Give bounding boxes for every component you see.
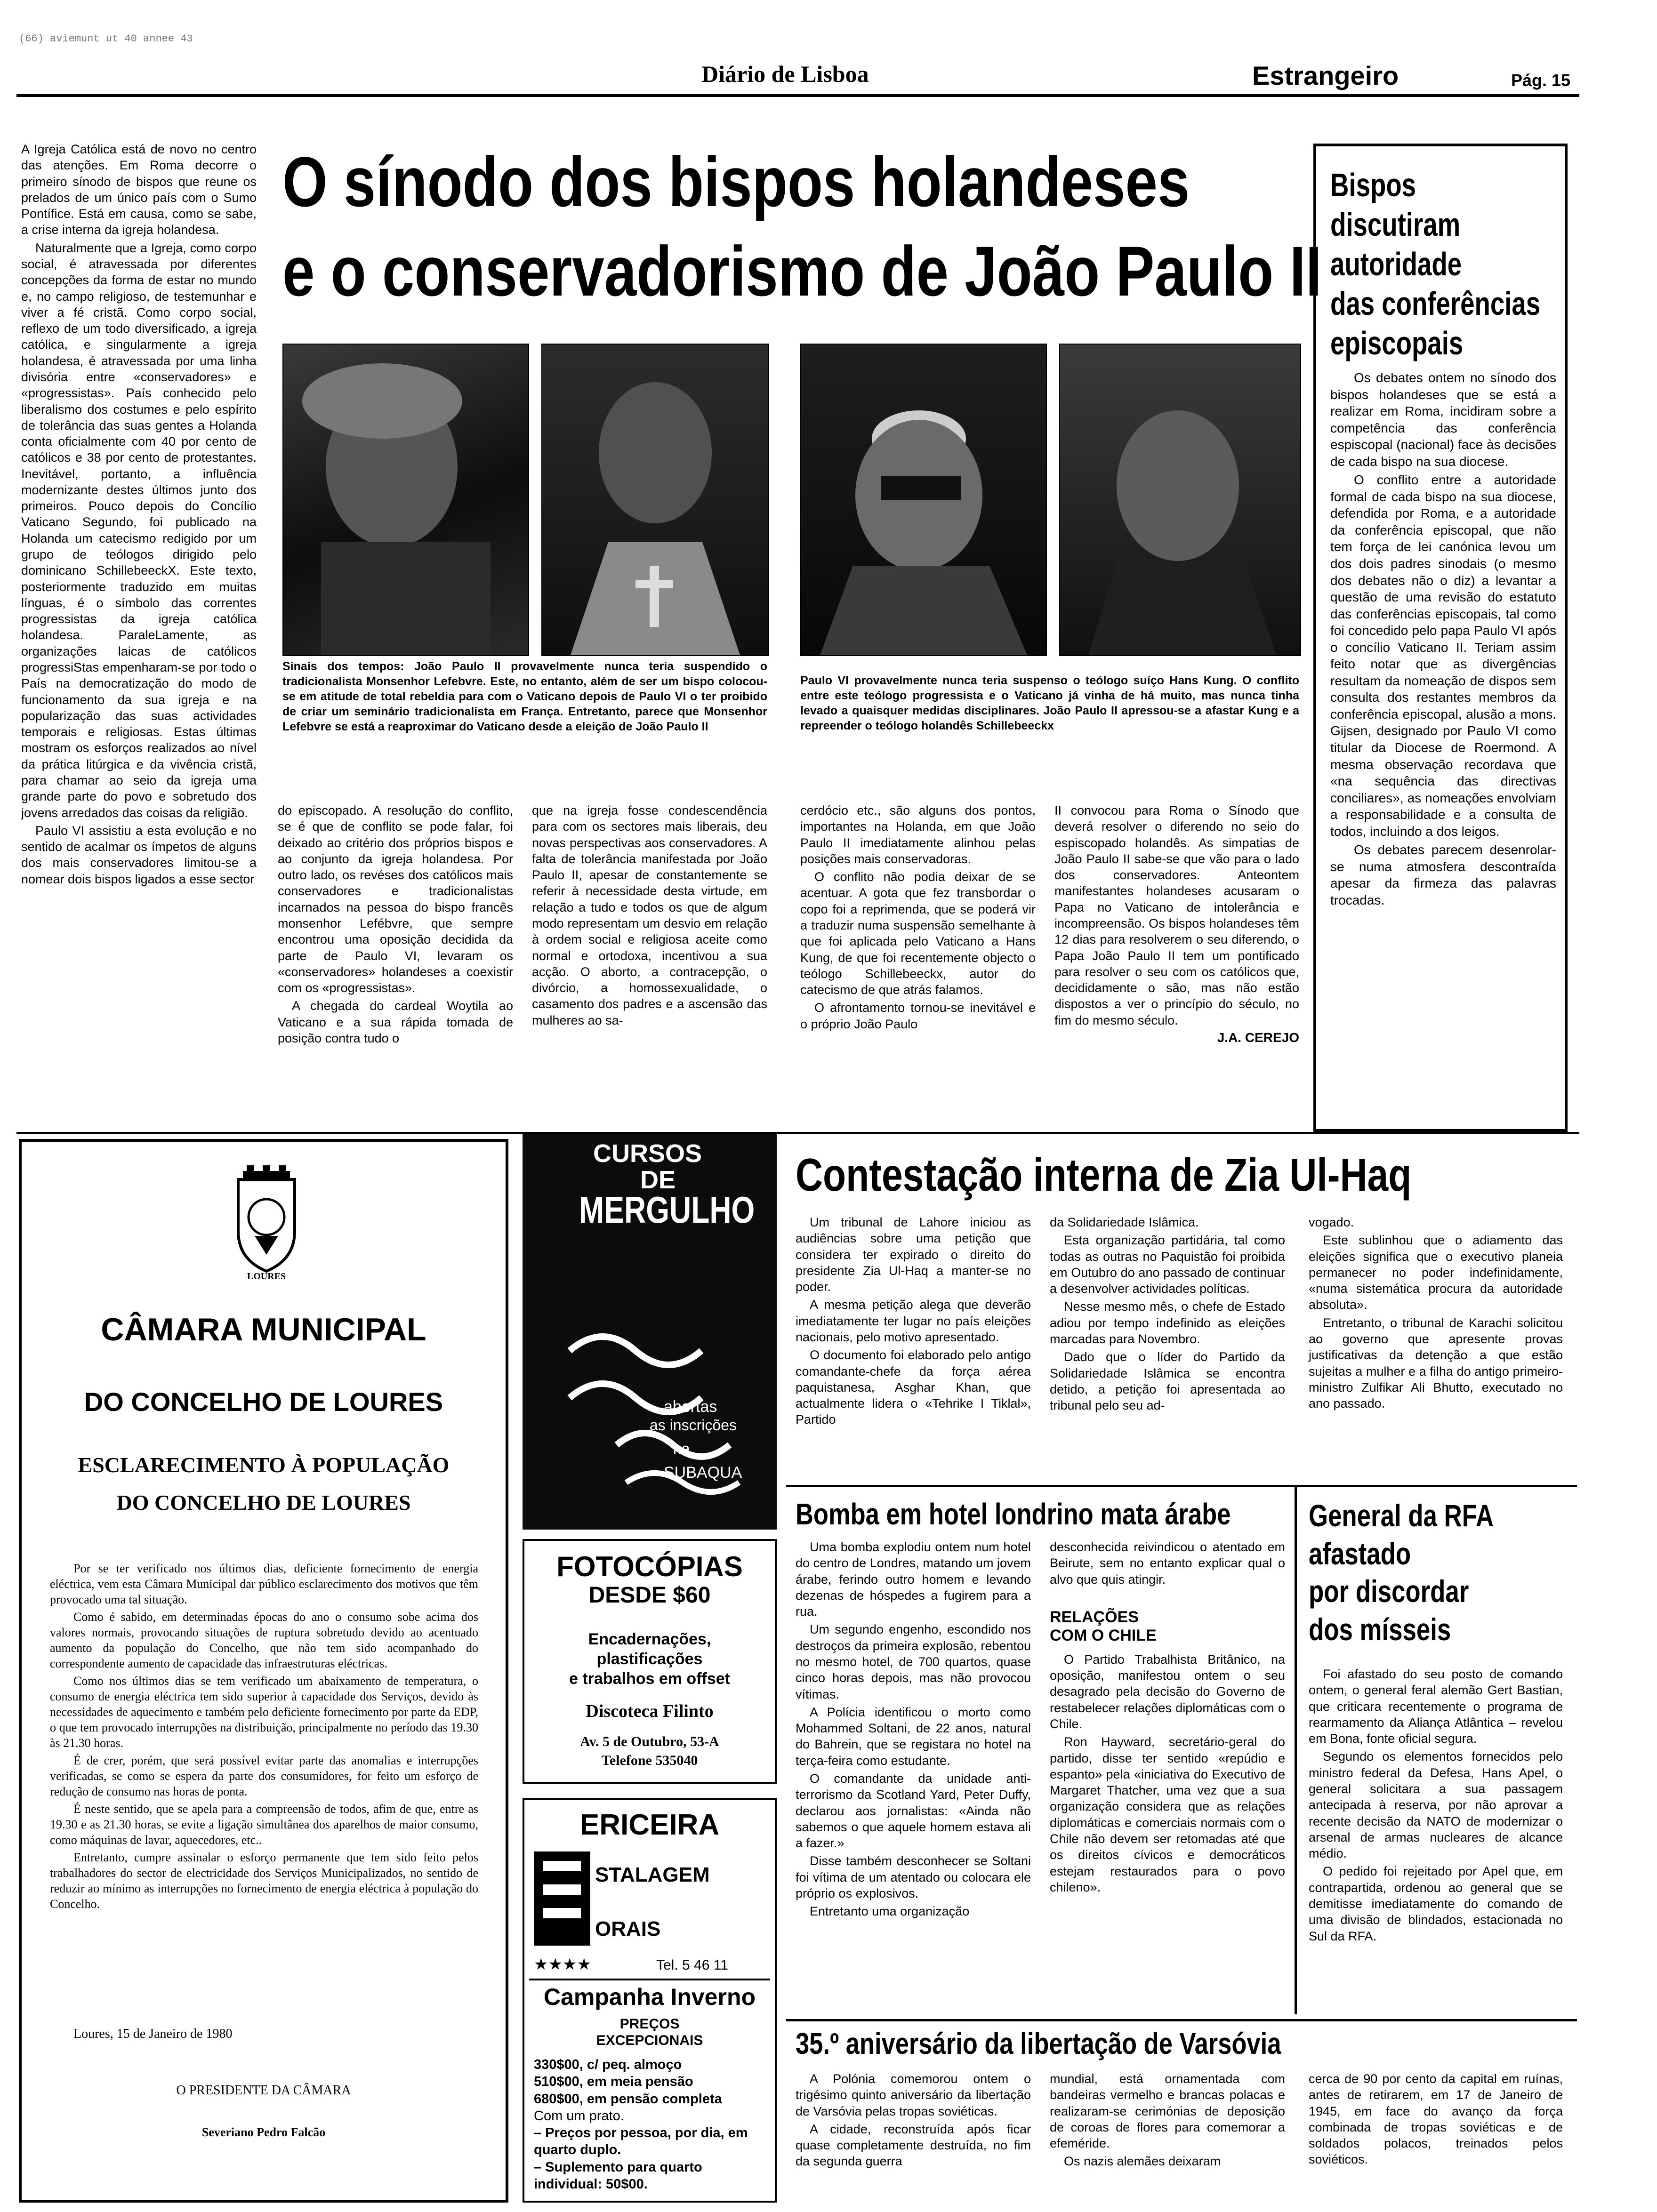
rfa-headline-4: dos mísseis [1309,1611,1451,1647]
paragraph: O Partido Trabalhista Britânico, na oposição, manifestou ontem o seu desagrado pela decisão do Governo de restabelecer relações diplomáticas com o Chile. [1050,1652,1285,1731]
fotocopias-phone: Telefone 535040 [601,1753,698,1768]
paragraph: Os debates ontem no sínodo dos bispos holandeses que se está a realizar em Roma, incidiram sobre a competência das conferência espiscopal (nacional) face às decisões de cada bispo na sua diocese. [1330,370,1556,469]
zia-bottom-rule [786,1485,1577,1487]
mid-page-rule [16,1132,1579,1134]
paragraph: O documento foi elaborado pelo antigo comandante-chefe da força aérea paquistanesa, Asghar Khan, que actualmente lidera o «Tehrike I Tiklal», Partido [796,1348,1031,1427]
header-faint-text: (66) aviemunt ut 40 annee 43 [19,33,193,45]
paragraph: Entretanto, o tribunal de Karachi solicitou ao governo que apresente provas justificativas da detenção a que estão sujeitas a mulher e a filha do antigo primeiro-ministro Zulfikar Ali Bhutto, executado no ano passado. [1309,1315,1563,1411]
morais-name: ORAIS [595,1917,661,1940]
paragraph: Os nazis alemães deixaram [1064,2154,1221,2169]
divider [529,1979,770,1980]
fotocopias-price: DESDE $60 [588,1583,711,1608]
paragraph: Um segundo engenho, escondido nos destroços da primeira explosão, rebentou no mesmo hotel, de 700 quartos, quase cinco horas depois, mas não provocou vítimas. [796,1622,1031,1701]
price-line-5: – Preços por pessoa, por dia, em quarto duplo. [534,2125,748,2158]
bispos-headline-3: autoridade [1330,246,1462,282]
loures-crest [210,1165,323,1282]
price-line-6: – Suplemento para quarto individual: 50$00. [534,2159,702,2192]
logo-stripe [543,1884,581,1895]
zia-headline: Contestação interna de Zia Ul-Haq [796,1149,1412,1201]
paragraph: Como nos últimos dias se tem verificado um abaixamento de temperatura, o consumo de energia eléctrica tem sido superior à capacidade dos Serviços, devido às necessidades de aquecimento e também pelo deficiente fornecimento por parte da EDP, o que tem provocado interrupções na distribuição, principalmente no período das 19.30 às 21.30 horas. [50,1674,478,1750]
notice-heading: ESCLARECIMENTO À POPULAÇÃO [78,1453,450,1477]
bomba-headline: Bomba em hotel londrino mata árabe [796,1497,1231,1531]
notice-date: Loures, 15 de Janeiro de 1980 [73,2027,233,2041]
mergulho-title: CURSOS [593,1139,702,1168]
varsovia-top-rule [786,2019,1577,2021]
photo-hans-kung [1059,344,1301,656]
sinodo-intro-column [21,141,257,889]
mergulho-ad [523,1134,777,1530]
logo-stripe [543,1908,581,1918]
fotocopias-title: FOTOCÓPIAS [556,1551,743,1582]
bispos-headline-1: Bispos [1330,167,1416,203]
sinodo-headline-line1: O sínodo dos bispos holandeses [282,142,1190,221]
paragraph: Disse também desconhecer se Soltani foi vítima de um atentado ou colocara ele próprio os explosivos. [796,1854,1031,1900]
mergulho-title-de: DE [640,1166,676,1194]
paragraph: II convocou para Roma o Sínodo que deverá resolver o diferendo no seio do espiscopado holandês. As simpatias de João Paulo II sabe-se que vão para o lado dos conservadores. Anteontem manifestantes holandeses acusaram o Papa no Vaticano de intolerância e incompreensão. Os bispos holandeses têm 12 dias para resolverem o seu diferendo, o Papa João Paulo II tem um pontificado para resolver o seu com os católicos que, decididamente o são, mas não estão dispostos a ver o princípio do século, no fim do mesmo século. [1054,803,1299,1027]
photo-bishop-cross [541,344,769,656]
paragraph: cerdócio etc., são alguns dos pontos, importantes na Holanda, em que João Paulo II imediatamente alinhou pelas posições mais conservadoras. [800,803,1036,866]
ericeira-town: ERICEIRA [579,1809,720,1841]
rfa-headline-2: afastado [1309,1536,1411,1571]
fotocopias-ad [523,1539,777,1784]
subhead-2: COM O CHILE [1050,1626,1157,1644]
notice-body [50,1561,478,1914]
paragraph: A cidade, reconstruída após ficar quase completamente destruída, no fim da segunda guerra [796,2122,1031,2169]
zia-column-2 [1050,1214,1285,1415]
paragraph: Os debates parecem desenrolar-se numa atmosfera descontraída apesar da firmeza das palavras trocadas. [1330,842,1556,907]
varsovia-column-3 [1309,2071,1563,2170]
price-line-1: 330$00, c/ peq. almoço [534,2057,682,2072]
paragraph: Entretanto uma organização [810,1904,970,1919]
paragraph: O conflito entre a autoridade formal de cada bispo na sua diocese, defendida por Roma, e a autoridade da conferência episcopal, que não tem força de lei canónica levou um dos dois padres sinodais (o mesmo dos debates não o diz) a levantar a questão de uma revisão do estatuto das conferências episcopais, tal como foi concedido pelo papa Paulo VI após o concílio Vaticano II. Teriam assim feito notar que as divergências resultam da nomeação de dispos sem consulta dos restantes membros da conferência episcopal, alusão a mons. Gijsen, designado por Paulo VI como titular da Diocese de Roermond. A mesma observação recordava que «na sequência das directivas conciliares», as nomeações envolviam a responsabilidade e a consulta de todos, incluindo a dos leigos. [1330,473,1556,839]
paragraph: A mesma petição alega que deverão imediatamente ter lugar no país eleições nacionais, pelo motivo apresentado. [796,1298,1031,1344]
paragraph: Ron Hayward, secretário-geral do partido, disse ter sentido «repúdio e espanto» pela «iniciativa do Executivo de Margaret Thatcher, uma vez que a sua organização considera que as relações diplomáticas e comerciais normais com o Chile não devem ser retomadas até que os direitos cívicos e democráticos estejam restaurados para o povo chileno». [1050,1735,1285,1894]
paragraph: mundial, está ornamentada com bandeiras vermelho e brancas polacas e realizaram-se cerimónias de deposição de coroas de flores para comemorar a efeméride. [1050,2072,1285,2151]
sinodo-headline-line2: e o conservadorismo de João Paulo II [282,232,1322,311]
caption-paulo-vi: Paulo VI provavelmente nunca teria suspenso o teólogo suíço Hans Kung. O conflito entre este teólogo progressista e o Vaticano já vinha de há muito, mas nunca tinha levado a quaisquer medidas disciplinares. João Paulo II apressou-se a afastar Kung e a repreender o teólogo holandês Schillebeeckx [800,674,1299,732]
subhead: RELAÇÕES [1050,1608,1139,1626]
crest-label: LOURES [247,1271,286,1282]
fotocopias-services-2: plastificações [596,1650,703,1668]
fotocopias-address: Av. 5 de Outubro, 53-A [580,1734,719,1749]
fotocopias-services-1: Encadernações, [588,1630,711,1648]
photo-lefebvre [282,344,529,656]
estalagem-name: STALAGEM [595,1863,710,1886]
varsovia-column-1 [796,2071,1031,2172]
mergulho-text-2: as inscrições [650,1417,737,1434]
bispos-headline-2: discutiram [1330,206,1461,243]
ericeira-phone: Tel. 5 46 11 [656,1957,728,1973]
mergulho-title-main: MERGULHO [579,1189,755,1231]
rfa-headline-3: por discordar [1309,1574,1469,1609]
rfa-body [1309,1666,1563,1946]
sinodo-column-2 [278,802,513,1048]
camara-title: CÂMARA MUNICIPAL [101,1312,426,1347]
camara-title-2: DO CONCELHO DE LOURES [84,1387,443,1417]
mergulho-text-4: SUBAQUA [664,1464,742,1482]
sinodo-column-5 [1054,802,1299,1045]
sinodo-column-4 [800,802,1036,1034]
paragraph: A chegada do cardeal Woytila ao Vaticano e a sua rápida tomada de posição contra tudo o [278,999,513,1045]
price-line-4: Com um prato. [534,2108,624,2124]
photo-paulo-vi [800,344,1047,656]
ericeira-ad [523,1798,777,2203]
newspaper-name: Diário de Lisboa [701,61,869,87]
paragraph: que na igreja fosse condescendência para com os sectores mais liberais, deu novas perspectivas aos conservadores. A falta de tolerância manifestada por João Paulo II, apesar de constantemente se referir à necessidade desta virtude, em relação a tudo e todos os que de algum modo representam um desvio em relação à ordem social e religiosa aceite como normal e ortodoxa, incentivou a sua acção. O aborto, a contracepção, o divórcio, a homossexualidade, o casamento dos padres e a ascensão das mulheres ao sa- [532,803,767,1027]
rfa-headline-1: General da RFA [1309,1498,1494,1533]
logo-stripe [543,1861,581,1871]
varsovia-column-2 [1050,2071,1285,2172]
paragraph: A Polícia identificou o morto como Mohammed Soltani, de 22 anos, natural do Bahrein, que se registara no hotel na terça-feira como estudante. [796,1705,1031,1768]
mergulho-text-1: abertas [664,1398,717,1416]
paragraph: O pedido foi rejeitado por Apel que, em contrapartida, ordenou ao general que se demitisse imediatamente do comando de uma divisão de blindados, estacionada no Sul da RFA. [1309,1864,1563,1943]
paragraph: A Polónia comemorou ontem o trigésimo quinto aniversário da libertação de Varsóvia pelas tropas soviéticas. [796,2072,1031,2118]
price-line-3: 680$00, em pensão completa [534,2091,722,2107]
paragraph: Nesse mesmo mês, o chefe de Estado adiou por tempo indefinido as eleições marcadas para Novembro. [1050,1299,1285,1346]
zia-column-1 [796,1214,1031,1430]
paragraph: Como é sabido, em determinadas épocas do ano o consumo sobe acima dos valores normais, provocando situações de ruptura sobretudo devido ao acentuado aumento da população do Concelho, que não tem sido acompanhado do correspondente aumento de capacidade das infraestruturas eléctricas. [50,1610,478,1671]
paragraph: Este sublinhou que o adiamento das eleições significa que o executivo planeia permanecer no poder indefinidamente, «numa sistemática procura da autoridade absoluta». [1309,1233,1563,1312]
paragraph: Entretanto, cumpre assinalar o esforço permanente que tem sido feito pelos trabalhadores do sector de electricidade dos Serviços Municipalizados, no sentido de reduzir ao mínimo as interrupções no fornecimento de energia eléctrica à população do Concelho. [50,1851,478,1911]
precos-label: PREÇOS [619,2016,680,2032]
mergulho-text-3: na [673,1440,690,1457]
bispos-sidebar-box [1313,144,1568,1132]
caption-lefebvre: Sinais dos tempos: João Paulo II provavelmente nunca teria suspendido o tradicionalista Monsenhor Lefebvre. Este, no entanto, além de ser um bispo colocou-se em atitude de total rebeldia para com o Vaticano depois de Paulo VI o ter proibido de criar um seminário tradicionalista em França. Entretanto, parece que Monsenhor Lefebvre se está a reaproximar do Vaticano desde a eleição de João Paulo II [282,660,767,733]
byline: J.A. CEREJO [1217,1030,1299,1045]
header-rule [16,94,1579,97]
rfa-headline-block [1309,1497,1572,1648]
rfa-left-rule [1295,1487,1297,2014]
varsovia-headline: 35.º aniversário da libertação de Varsóvia [796,2027,1281,2060]
paragraph: Foi afastado do seu posto de comando ontem, o general feral alemão Gert Bastian, que criticara recentemente o programa de rearmamento da Aliança Atlântica – revelou em Bona, fonte oficial segura. [1309,1667,1563,1746]
paragraph: Esta organização partidária, tal como todas as outras no Paquistão foi proibida em Outubro do ano passado de continuar a desenvolver actividades políticas. [1050,1233,1285,1296]
sinodo-column-3 [532,802,767,1030]
paragraph: da Solidariedade Islâmica. [1050,1215,1199,1229]
paragraph: vogado. [1309,1215,1354,1229]
stars-rating: ★★★★ [534,1956,591,1973]
fotocopias-services-3: e trabalhos em offset [569,1670,730,1688]
precos-label-2: EXCEPCIONAIS [596,2033,703,2048]
fotocopias-shop: Discoteca Filinto [586,1701,714,1721]
paragraph: desconhecida reivindicou o atentado em Beirute, sem no entanto explicar qual o alvo que quis atingir. [1050,1540,1285,1587]
paragraph: Segundo os elementos fornecidos pelo ministro federal da Defesa, Hans Apel, o general solicitara a sua passagem antecipada à reserva, por não aprovar a recente decisão da NATO de modernizar o arsenal de armas nucleares de alcance médio. [1309,1749,1563,1861]
bispos-headline-4: das conferências [1330,285,1541,322]
paragraph: É neste sentido, que se apela para a compreensão de todos, afim de que, entre as 19.30 e as 21.30 horas, se evite a ligação simultânea dos aparelhos de maior consumo, como máquinas de lavar, aquecedores, etc.. [50,1802,478,1847]
paragraph: Paulo VI assistiu a esta evolução e no sentido de acalmar os ímpetos de alguns dos mais conservadores limitou-se a nomear dois bispos ligados a esse sector [21,823,257,886]
paragraph: do episcopado. A resolução do conflito, se é que de conflito se pode falar, foi deixado ao critério dos próprios bispos e ao conjunto da igreja holandesa. Por outro lado, os revéses dos católicos mais conservadores e tradicionalistas incarnados na pessoa do bispo francês monsenhor Lefébvre, que sempre encontrou uma oposição decidida da parte de Paulo VI, levaram os «conservadores» holandeses a coexistir com os «progressistas». [278,803,513,995]
paragraph: Por se ter verificado nos últimos dias, deficiente fornecimento de energia eléctrica, vem esta Câmara Municipal dar público esclarecimento dos motivos que têm provocado uma tal situação. [50,1562,478,1607]
paragraph: Naturalmente que a Igreja, como corpo social, é atravessada por diferentes concepções da forma de estar no mundo e, no campo religioso, de testemunhar e viver a fé cristã. Como corpo social, reflexo de um todo diversificado, a igreja católica, e singularmente a igreja holandesa, é atravessada por uma linha divisória entre «conservadores» e «progressistas». País conhecido pelo liberalismo dos costumes e pelo espírito de tolerância das suas gentes a Holanda conta oficialmente com 40 por cento de católicos e 38 por cento de protestantes. Inevitável, portanto, a influência modernizante destes últimos junto dos primeiros. Pouco depois do Concílio Vaticano Segundo, foi publicado na Holanda um catecismo redigido por um grupo de teólogos dirigido pelo dominicano SchillebeeckX. Este texto, posteriormente traduzido em muitas línguas, é o símbolo das correntes progressistas da igreja católica holandesa. ParaleLamente, as organizações laicas de católicos progressiStas empenharam-se por todo o País na democratização do modo de funcionamento da sua igreja e na popularização das suas actividades temporais e religiosas. Estas últimas mostram os esforços realizados ao nível da prática litúrgica e da vivência cristã, para chamar ao seio da igreja uma grande parte do povo e sobretudo dos jovens arredados das coisas da religião. [21,240,257,820]
signature-name: Severiano Pedro Falcão [201,2125,326,2139]
bispos-headline-5: episcopais [1330,325,1464,361]
campaign-title: Campanha Inverno [543,1984,756,2010]
section-label: Estrangeiro [1252,61,1399,90]
signature-title: O PRESIDENTE DA CÂMARA [176,2083,351,2098]
notice-heading-2: DO CONCELHO DE LOURES [116,1491,411,1515]
paragraph: Dado que o líder do Partido da Solidariedade Islâmica se encontra detido, a petição foi apresentada ao tribunal pelo seu ad- [1050,1350,1285,1413]
paragraph: cerca de 90 por cento da capital em ruínas, antes de retirarem, em 17 de Janeiro de 1945, em face do avanço da força combinada de tropas soviéticas e de soldados polacos, treinados pelos soviéticos. [1309,2072,1563,2167]
paragraph: A Igreja Católica está de novo no centro das atenções. Em Roma decorre o primeiro sínodo de bispos que reune os prelados de um único país com o Sumo Pontífice. Está em causa, como se sabe, a crise interna da igreja holandesa. [21,142,257,237]
bomba-column-2 [1050,1539,1285,1897]
bomba-column-1 [796,1539,1031,1921]
price-line-2: 510$00, em meia pensão [534,2074,693,2090]
paragraph: O afrontamento tornou-se inevitável e o próprio João Paulo [800,1001,1036,1031]
zia-column-3 [1309,1214,1563,1413]
paragraph: O comandante da unidade anti-terrorismo da Scotland Yard, Peter Duffy, declarou aos jornalistas: «Ainda não sabemos o que aquele homem estava ali a fazer.» [796,1771,1031,1851]
paragraph: Um tribunal de Lahore iniciou as audiências sobre uma petição que considera ter expirado o direito do presidente Zia Ul-Haq a manter-se no poder. [796,1215,1031,1294]
price-line [534,2056,769,2193]
page-number: Pág. 15 [1511,71,1571,90]
paragraph: O conflito não podia deixar de se acentuar. A gota que fez transbordar o copo foi a reprimenda, que se poderá vir a traduzir numa suspensão semelhante à que foi aplicada pelo Vaticano a Hans Kung, de que foi recentemente objecto o teólogo Schillebeeckx, autor do catecismo de que atrás falamos. [800,870,1036,997]
paragraph: É de crer, porém, que será possível evitar parte das anomalias e interrupções verificadas, se como se espera da parte dos consumidores, for feito um esforço de redução de consumo nas horas de ponta. [50,1754,478,1799]
camara-municipal-notice [19,1139,508,2203]
paragraph: Uma bomba explodiu ontem num hotel do centro de Londres, matando um jovem árabe, ferindo outro homem e levando dezenas de hóspedes a fugirem para a rua. [796,1540,1031,1619]
